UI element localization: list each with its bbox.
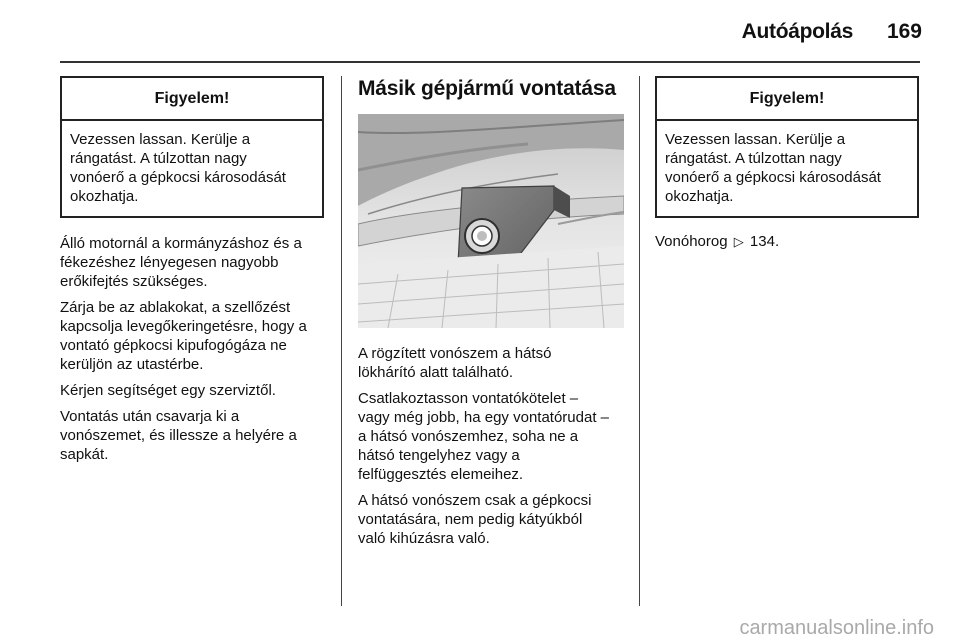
text-line: A rögzített vonószem a hátsó [358,345,552,362]
text-line: lökhárító alatt található. [358,364,514,381]
warning-title: Figyelem! [62,78,322,121]
text-line: vonóerő a gépkocsi károsodását [70,169,286,186]
paragraph [60,381,324,400]
text-line: felfüggesztés elemeihez. [358,466,524,483]
paragraph [60,234,324,291]
column-left [60,76,324,471]
warning-text [62,121,322,216]
text-line: erőkifejtés szükséges. [60,273,208,290]
text-line: vontatására, nem pedig kátyúkból [358,511,583,528]
text-line: való kihúzásra való. [358,530,490,547]
column-middle [358,76,624,555]
warning-title: Figyelem! [657,78,917,121]
text-line: vontató gépkocsi kipufogógáza ne [60,337,287,354]
text-line: a hátsó vonószemhez, soha ne a [358,428,579,445]
warning-box [655,76,919,218]
text-line: kapcsolja levegőkeringetésre, hogy a [60,318,307,335]
page-number: 169 [886,20,922,43]
text-line: Kérjen segítséget egy szerviztől. [60,382,276,399]
text-line: fékezéshez lényegesen nagyobb [60,254,279,271]
header-title: Autóápolás [741,20,853,43]
text-line: A hátsó vonószem csak a gépkocsi [358,492,592,509]
header-rule [60,61,920,63]
warning-text [657,121,917,216]
paragraph [358,389,624,484]
text-line: Vontatás után csavarja ki a [60,408,240,425]
column-right [655,76,919,258]
text-line: rángatást. A túlzottan nagy [70,150,247,167]
text-line: Álló motornál a kormányzáshoz és a [60,235,302,252]
watermark: carmanualsonline.info [739,617,934,639]
paragraph [358,491,624,548]
warning-box [60,76,324,218]
text-line: okozhatja. [70,188,139,205]
column-separator [639,76,640,606]
page-header [742,14,922,50]
text-line: Vezessen lassan. Kerülje a [665,131,846,148]
text-line: Vezessen lassan. Kerülje a [70,131,251,148]
text-line: okozhatja. [665,188,734,205]
text-line: vonószemet, és illessze a helyére a [60,427,297,444]
column-separator [341,76,342,606]
text-line: Zárja be az ablakokat, a szellőzést [60,299,291,316]
reference-text: Vonóhorog [655,233,728,250]
text-line: sapkát. [60,446,109,463]
text-line: Csatlakoztasson vontatókötelet – [358,390,579,407]
paragraph [60,298,324,374]
paragraph [358,344,624,382]
text-line: hátsó tengelyhez vagy a [358,447,520,464]
text-line: rángatást. A túlzottan nagy [665,150,842,167]
paragraph [60,407,324,464]
tow-eye-illustration [358,114,624,328]
text-line: vagy még jobb, ha egy vontatórudat – [358,409,610,426]
cross-reference[interactable] [655,232,919,251]
text-line: kerüljön az utastérbe. [60,356,204,373]
reference-page: 134. [749,233,780,250]
section-title: Másik gépjármű vontatása [358,77,616,100]
arrow-reference-icon: ▷ [733,234,744,249]
text-line: vonóerő a gépkocsi károsodását [665,169,881,186]
